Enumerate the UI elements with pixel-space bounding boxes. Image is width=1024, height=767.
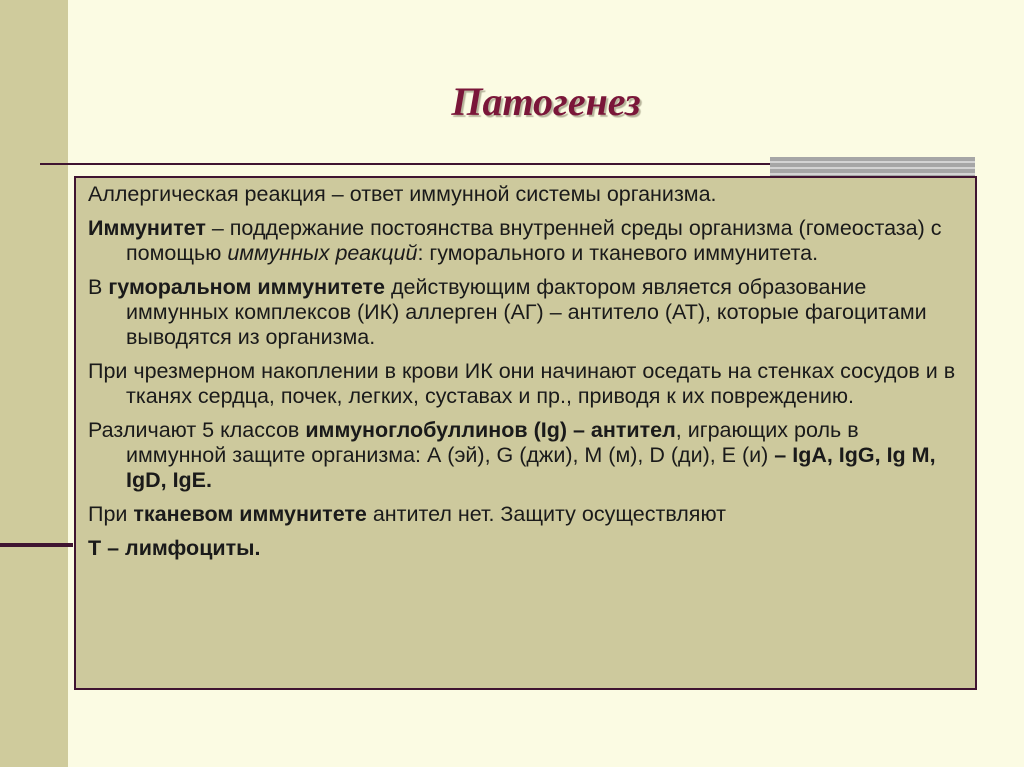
- text-run: – поддержание постоянства внутренней среды организма (гомеостаза) с помощью: [126, 216, 942, 265]
- term-t-lymphocytes: Т – лимфоциты.: [88, 536, 261, 560]
- term-humoral-immunity: гуморальном иммунитете: [108, 275, 385, 299]
- text-run: При: [88, 502, 134, 526]
- paragraph-immunity: [88, 216, 963, 266]
- text-run: В: [88, 275, 109, 299]
- paragraph-humoral-immunity: [88, 275, 963, 350]
- paragraph-immunoglobulin-classes: [88, 418, 963, 493]
- text-run: , играющих роль в иммунной защите организма: А (эй), G (джи), М (м), D (ди), Е (и): [126, 418, 859, 467]
- paragraph-allergic-reaction: [88, 182, 963, 207]
- text-run: При чрезмерном накоплении в крови ИК они начинают оседать на стенках сосудов и в тканях сердца, почек, легких, суставах и пр., приводя к их повреждению.: [88, 359, 956, 408]
- text-run: антител нет. Защиту осуществляют: [366, 502, 726, 526]
- content-box: [74, 176, 977, 690]
- text-run: действующим фактором является образование иммунных комплексов (ИК) аллерген (АГ) – антитело (АТ), которые фагоцитами выводятся из организма.: [126, 275, 927, 349]
- decorative-gray-bar: [770, 157, 975, 176]
- term-ig-classes: – IgA, IgG, Ig M, IgD, IgE.: [126, 443, 936, 492]
- left-divider-line: [0, 543, 73, 547]
- term-immunoglobulins: иммуноглобуллинов (Ig) – антител: [305, 418, 676, 442]
- paragraph-tissue-immunity: [88, 502, 963, 527]
- paragraph-t-lymphocytes: [88, 536, 963, 561]
- paragraph-immune-complex-accumulation: [88, 359, 963, 409]
- text-run: : гуморального и тканевого иммунитета.: [417, 241, 819, 265]
- term-immunity: Иммунитет: [88, 216, 206, 240]
- term-tissue-immunity: тканевом иммунитете: [133, 502, 367, 526]
- text-run: Различают 5 классов: [88, 418, 306, 442]
- text-run: Аллергическая реакция – ответ иммунной системы организма.: [88, 182, 717, 206]
- left-decorative-band: [0, 0, 68, 767]
- slide-title: Патогенез: [451, 79, 641, 124]
- term-immune-reactions: иммунных реакций: [227, 241, 418, 265]
